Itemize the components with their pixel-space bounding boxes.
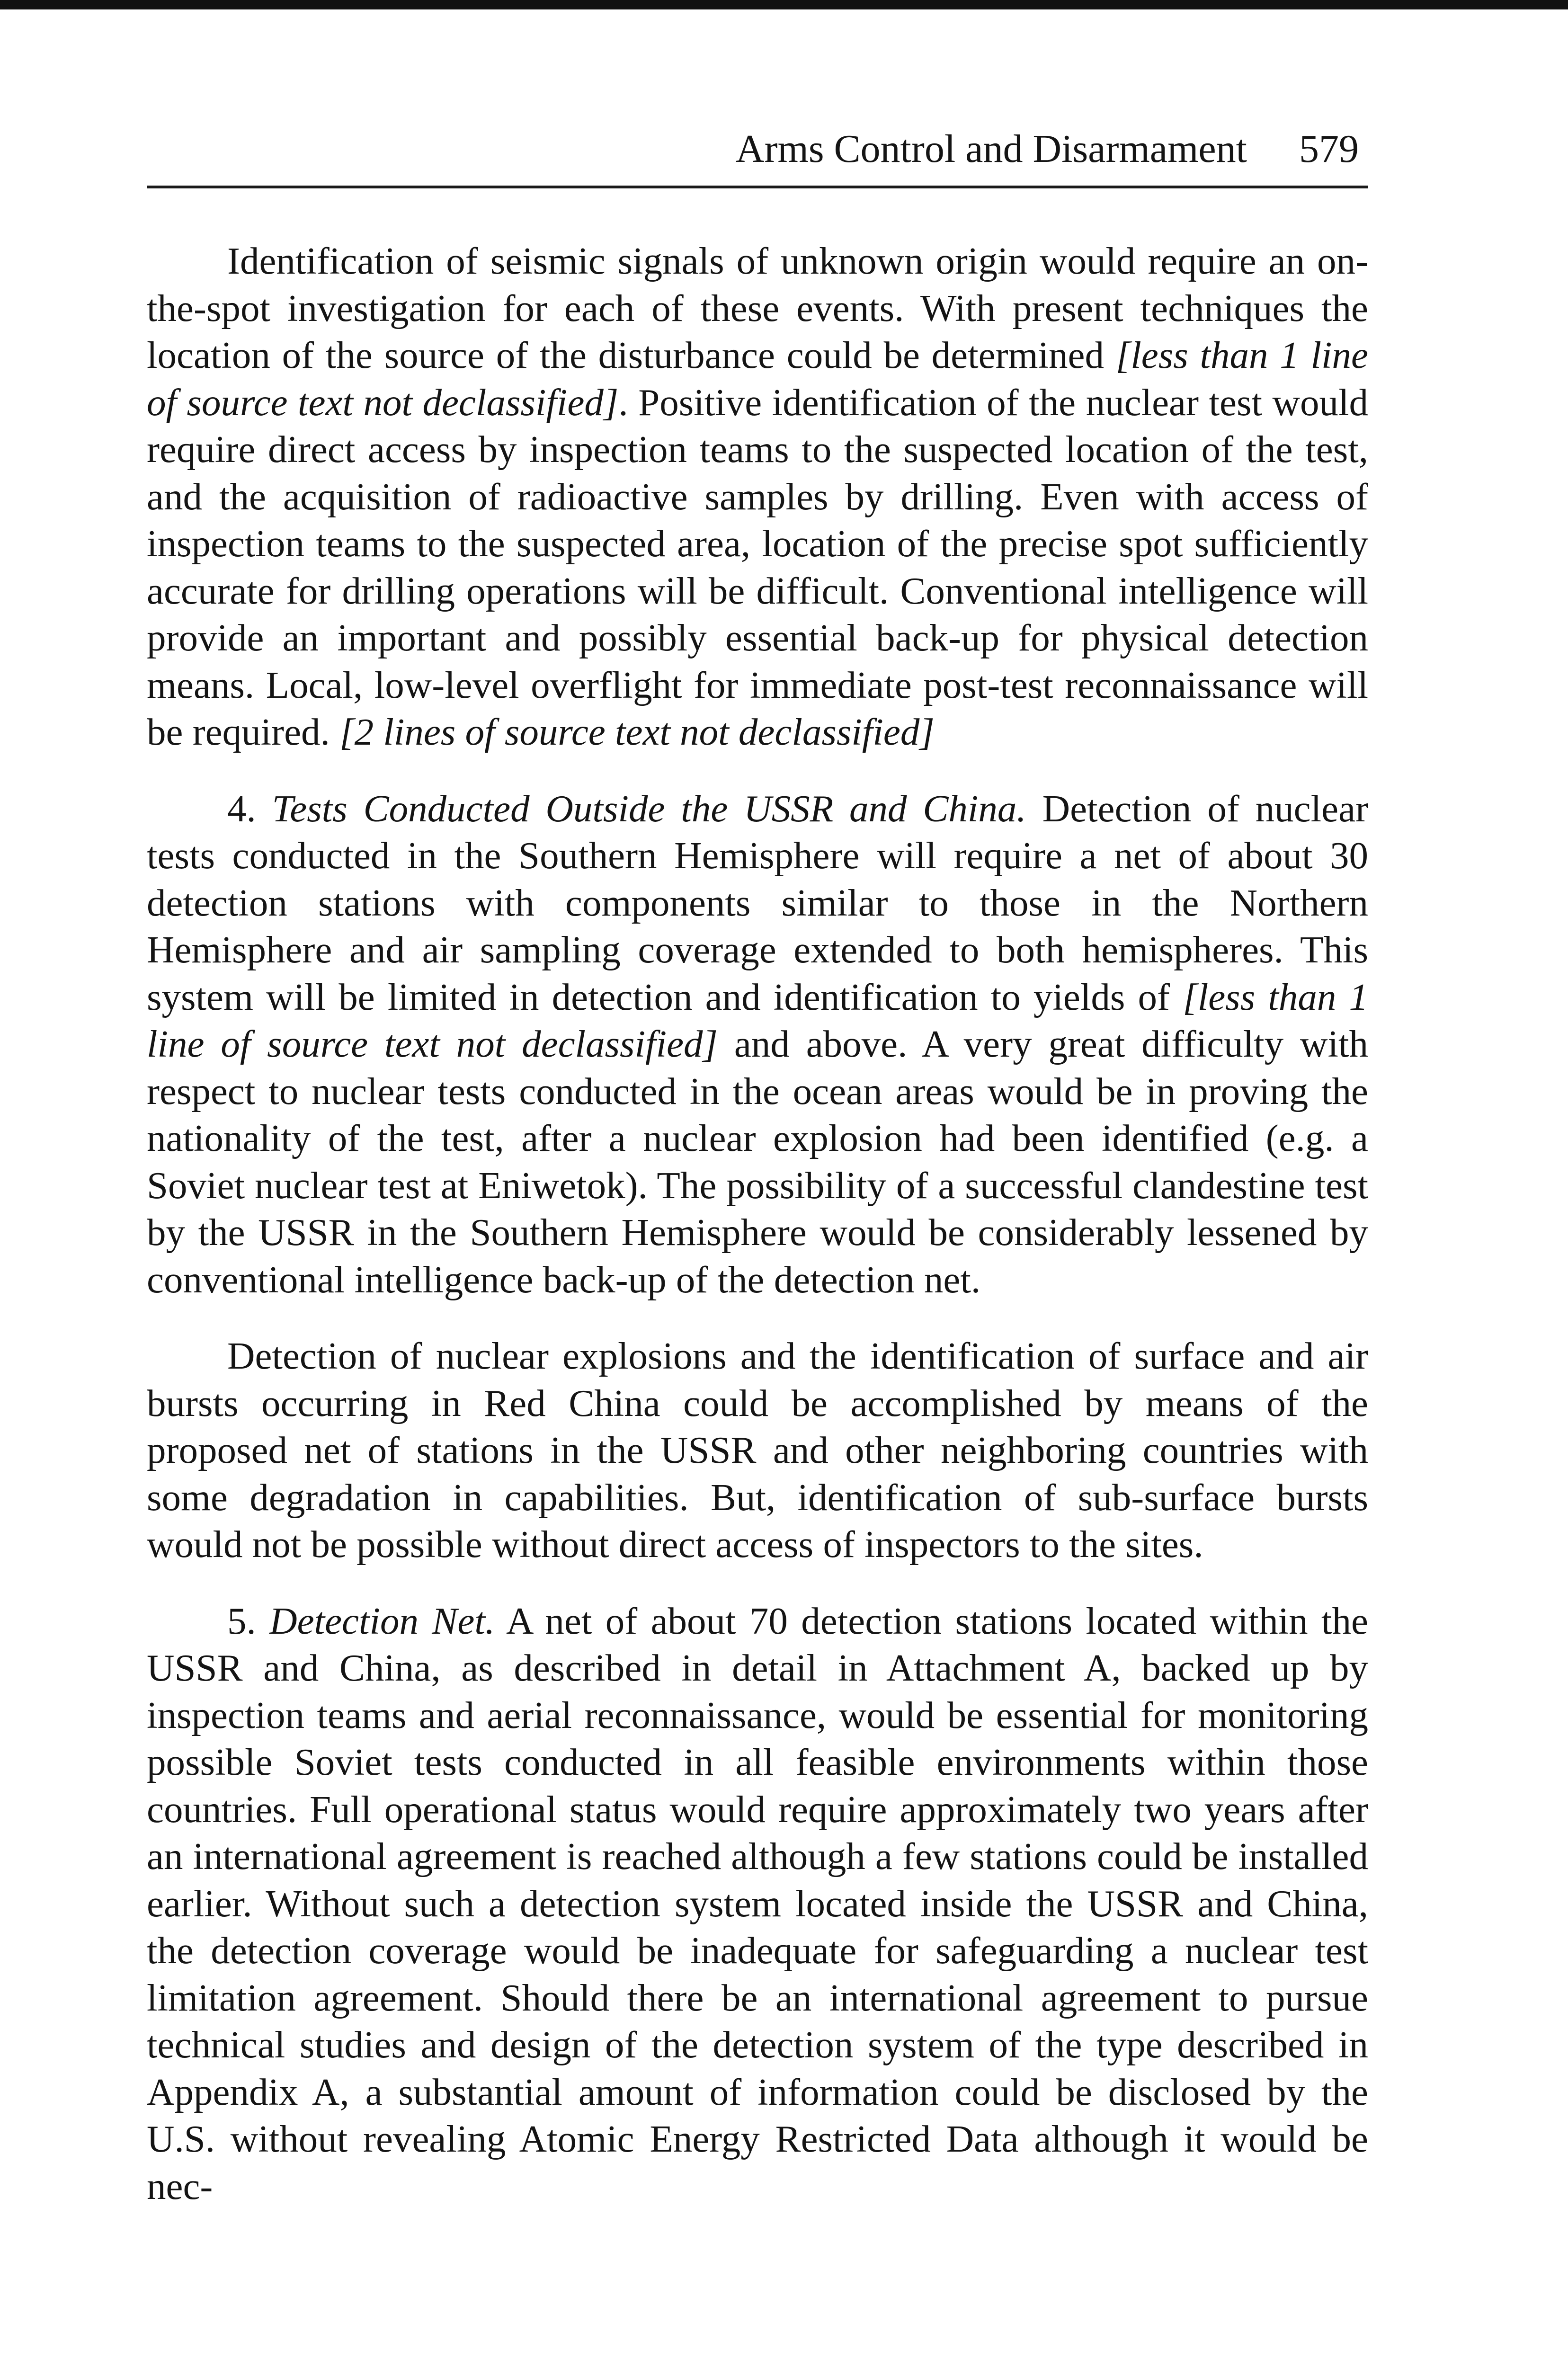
redaction-note: [less than 1 line of source text not declassified] xyxy=(147,334,1368,424)
text-run: Detection of nuclear tests conducted in the Southern Hemisphere will require a net of about 30 detection stations with components similar to those in the Northern Hemisphere and air sampling coverage extended to both hemispheres. This system will be limited in detection and identification to yields of xyxy=(147,787,1369,1018)
document-page xyxy=(147,123,1368,2239)
body-text xyxy=(147,238,1368,2210)
text-run: Detection of nuclear explosions and the identification of surface and air bursts occurring in Red China could be accomplished by means of the proposed net of stations in the USSR and other neighboring countries with some degradation in capabilities. But, identification of sub-surface bursts would not be possible without direct access of inspectors to the sites. xyxy=(147,1335,1368,1566)
running-title: Arms Control and Disarmament xyxy=(735,127,1247,171)
page-number: 579 xyxy=(1299,127,1359,171)
running-header xyxy=(147,123,1368,188)
section-heading: Detection Net. xyxy=(269,1599,495,1642)
text-run: Identification of seismic signals of unknown origin would require an on-the-spot investigation for each of these events. With present techniques the location of the source of the disturbance could be determined xyxy=(147,240,1368,376)
scan-border xyxy=(0,0,1568,9)
redaction-note: [less than 1 line of source text not declassified] xyxy=(147,975,1369,1065)
section-number: 5. xyxy=(227,1599,270,1642)
paragraph xyxy=(147,1333,1368,1568)
text-run: A net of about 70 detection stations located within the USSR and China, as described in detail in Attachment A, backed up by inspection teams and aerial reconnaissance, would be essential for monitoring possible Soviet tests conducted in all feasible environments within those countries. Full operational status would require approximately two years after an international agreement is reached although a few stations could be installed earlier. Without such a detection system located inside the USSR and China, the detection coverage would be inadequate for safeguarding a nuclear test limitation agreement. Should there be an international agreement to pursue technical studies and design of the detection system of the type described in Appendix A, a substantial amount of information could be disclosed by the U.S. without revealing Atomic Energy Restricted Data although it would be nec- xyxy=(147,1599,1368,2207)
text-run: and above. A very great difficulty with respect to nuclear tests conducted in the ocean areas would be in proving the nationality of the test, after a nuclear explosion had been identified (e.g. a Soviet nuclear test at Eniwetok). The possibility of a successful clandestine test by the USSR in the Southern Hemisphere would be considerably lessened by conventional intelligence back-up of the detection net. xyxy=(147,1023,1368,1301)
text-run: . Positive identification of the nuclear test would require direct access by inspection teams to the suspected location of the test, and the acquisition of radioactive samples by drilling. Even with access of inspection teams to the suspected area, location of the precise spot sufficiently accurate for drilling operations will be difficult. Conventional intelligence will provide an important and possibly essential back-up for physical detection means. Local, low-level overflight for immediate post-test reconnaissance will be required. xyxy=(147,381,1368,753)
section-heading: Tests Conducted Outside the USSR and China. xyxy=(272,787,1026,830)
paragraph xyxy=(147,238,1368,756)
paragraph xyxy=(147,1598,1368,2210)
redaction-note: [2 lines of source text not declassified] xyxy=(339,711,935,753)
paragraph xyxy=(147,785,1368,1304)
section-number: 4. xyxy=(227,787,272,830)
